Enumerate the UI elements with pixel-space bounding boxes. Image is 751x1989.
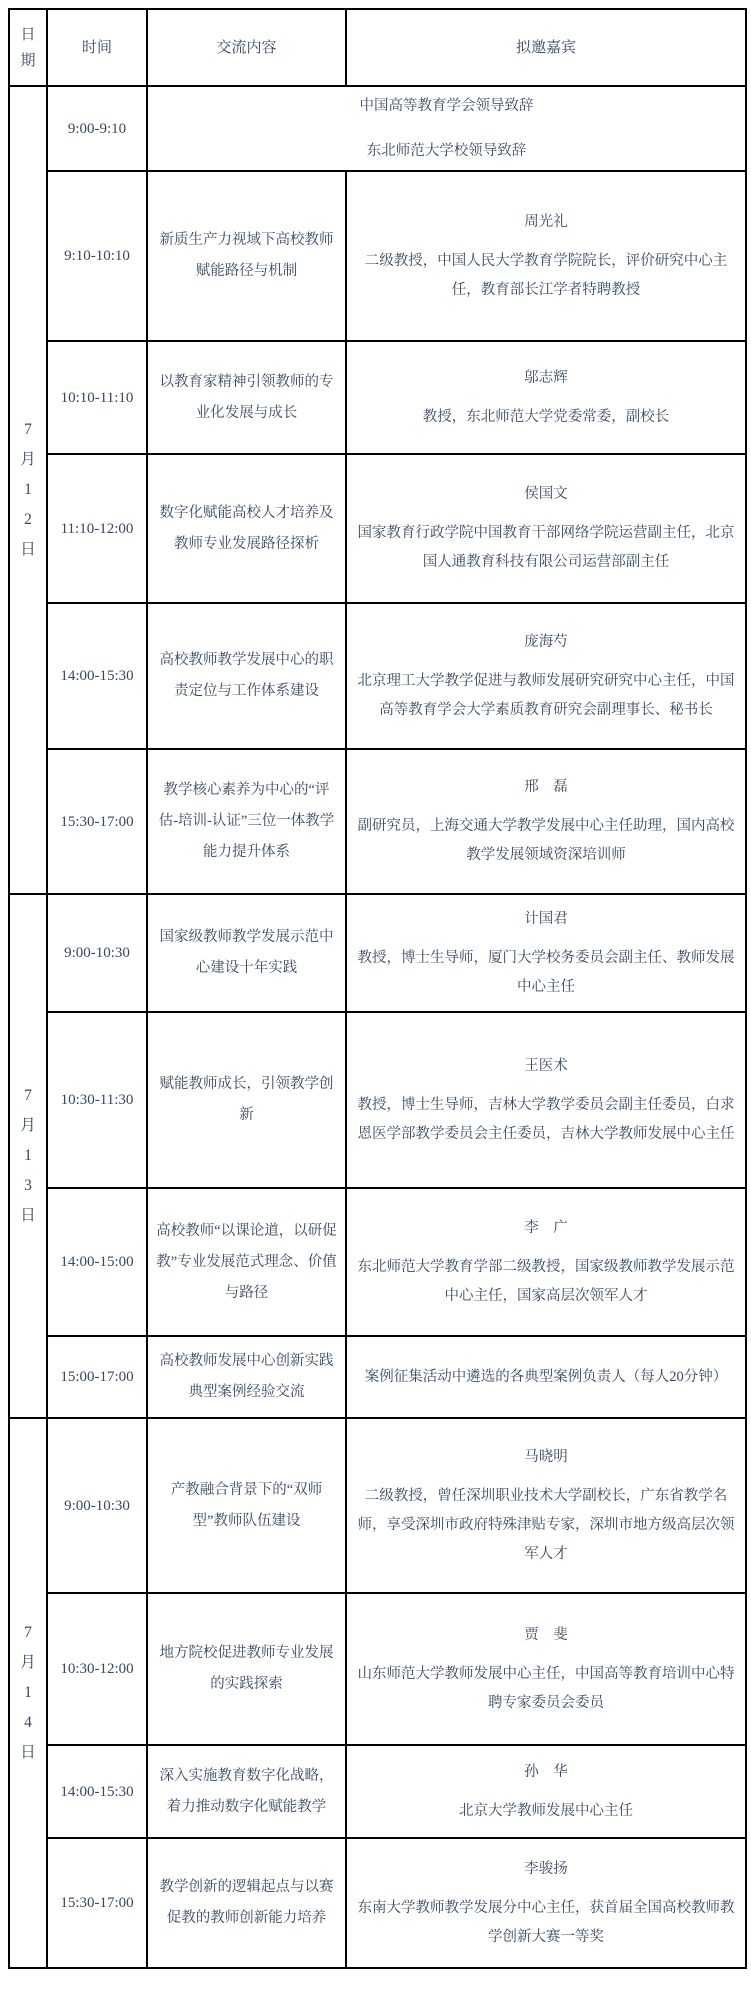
guest-description: 国家教育行政学院中国教育干部网络学院运营副主任，北京国人通教育科技有限公司运营部副主任 [357,525,735,570]
content-cell: 赋能教师成长，引领教学创新 [147,1012,346,1188]
time-cell: 14:00-15:30 [47,603,147,749]
date-vertical-text [11,415,45,565]
table-row [9,86,746,171]
date-vertical-text [11,1081,45,1231]
table-row [9,1745,746,1838]
content-cell: 高校教师发展中心创新实践典型案例经验交流 [147,1336,346,1418]
time-cell: 10:30-11:30 [47,1012,147,1188]
date-cell [9,1418,47,1968]
time-cell: 9:10-10:10 [47,171,147,341]
guest-cell [346,1336,746,1418]
time-cell: 9:00-9:10 [47,86,147,171]
guest-cell [346,1418,746,1593]
content-cell: 深入实施教育数字化战略，着力推动数字化赋能教学 [147,1745,346,1838]
date-char: 月 [20,1654,36,1671]
header-content: 交流内容 [147,9,346,86]
table-row [9,749,746,894]
content-cell: 数字化赋能高校人才培养及教师专业发展路径探析 [147,454,346,603]
guest-cell [346,171,746,341]
schedule-table [8,8,747,1969]
guest-name: 邬志辉 [524,369,568,386]
date-char: 7 [24,421,32,438]
table-row [9,1188,746,1336]
guest-cell [346,454,746,603]
guest-cell [346,603,746,749]
time-cell: 9:00-10:30 [47,894,147,1012]
date-char: 日 [20,541,36,558]
time-cell: 11:10-12:00 [47,454,147,603]
date-cell [9,894,47,1418]
guest-name: 孙 华 [524,1763,568,1780]
date-char: 月 [20,1117,36,1134]
guest-description: 东北师范大学教育学部二级教授，国家级教师教学发展示范中心主任，国家高层次领军人才 [357,1258,735,1304]
content-cell: 高校教师“以课论道，以研促教”专业发展范式理念、价值与路径 [147,1188,346,1336]
table-row [9,894,746,1012]
guest-name: 计国君 [524,910,568,927]
guest-name: 贾 斐 [524,1626,568,1643]
guest-description: 教授，东北师范大学党委常委，副校长 [422,408,670,425]
time-cell: 9:00-10:30 [47,1418,147,1593]
guest-description: 北京大学教师发展中心主任 [459,1802,633,1819]
date-char: 7 [24,1087,32,1104]
guest-cell [346,894,746,1012]
content-cell: 以教育家精神引领教师的专业化发展与成长 [147,341,346,454]
time-cell: 15:30-17:00 [47,749,147,894]
guest-name: 周光礼 [524,213,568,230]
guest-name: 李骏扬 [524,1860,568,1877]
guest-cell [346,1745,746,1838]
date-char: 日 [20,1207,36,1224]
header-row [9,9,746,86]
date-char: 2 [24,511,32,528]
guest-name: 邢 磊 [524,779,568,795]
table-row [9,1593,746,1745]
guest-description: 二级教授，中国人民大学教育学院院长，评价研究中心主任，教育部长江学者特聘教授 [364,252,728,298]
opening-line: 东北师范大学校领导致辞 [366,142,527,159]
guest-description: 北京理工大学教学促进与教师发展研究研究中心主任，中国高等教育学会大学素质教育研究会副理事长、秘书长 [357,672,735,718]
guest-description: 山东师范大学教师发展中心主任，中国高等教育培训中心特聘专家委员会委员 [357,1665,735,1711]
table-row [9,341,746,454]
guest-cell [346,341,746,454]
opening-remarks-cell [147,86,746,171]
date-char: 月 [20,451,36,468]
guest-name: 庞海芍 [524,633,568,650]
date-char: 7 [24,1624,32,1641]
time-cell: 15:00-17:00 [47,1336,147,1418]
guest-description: 案例征集活动中遴选的各典型案例负责人（每人20分钟） [364,1368,728,1385]
date-char: 1 [24,1147,32,1164]
date-char: 1 [24,481,32,498]
time-cell: 10:30-12:00 [47,1593,147,1745]
guest-name: 王医术 [524,1057,568,1074]
table-row [9,171,746,341]
date-vertical-text [11,1618,45,1768]
table-row [9,1012,746,1188]
content-cell: 教学创新的逻辑起点与以赛促教的教师创新能力培养 [147,1838,346,1968]
guest-cell [346,749,746,894]
content-cell: 国家级教师教学发展示范中心建设十年实践 [147,894,346,1012]
table-row [9,454,746,603]
date-cell [9,86,47,894]
guest-name: 马晓明 [524,1448,568,1465]
time-cell: 14:00-15:30 [47,1745,147,1838]
guest-cell [346,1593,746,1745]
guest-cell [346,1838,746,1968]
table-row [9,1418,746,1593]
date-char: 1 [24,1684,32,1701]
date-char: 3 [24,1177,32,1194]
guest-description: 教授，博士生导师，吉林大学教学委员会副主任委员，白求恩医学部教学委员会主任委员，吉林大学教师发展中心主任 [357,1096,735,1142]
guest-name: 李 广 [524,1219,568,1236]
header-time: 时间 [47,9,147,86]
content-cell: 产教融合背景下的“双师型”教师队伍建设 [147,1418,346,1593]
guest-description: 二级教授，曾任深圳职业技术大学副校长，广东省教学名师，享受深圳市政府特殊津贴专家，深圳市地方级高层次领军人才 [357,1487,735,1562]
guest-name: 侯国文 [524,486,568,502]
date-char: 4 [24,1714,32,1731]
guest-cell [346,1188,746,1336]
time-cell: 15:30-17:00 [47,1838,147,1968]
content-cell: 教学核心素养为中心的“评估-培训-认证”三位一体教学能力提升体系 [147,749,346,894]
table-row [9,603,746,749]
time-cell: 14:00-15:00 [47,1188,147,1336]
guest-description: 教授，博士生导师，厦门大学校务委员会副主任、教师发展中心主任 [357,949,735,995]
content-cell: 高校教师教学发展中心的职责定位与工作体系建设 [147,603,346,749]
header-date: 日期 [9,9,47,86]
table-row [9,1336,746,1418]
time-cell: 10:10-11:10 [47,341,147,454]
date-char: 日 [20,1744,36,1761]
guest-description: 东南大学教师教学发展分中心主任，获首届全国高校教师教学创新大赛一等奖 [357,1899,735,1945]
guest-description: 副研究员，上海交通大学教学发展中心主任助理，国内高校教学发展领域资深培训师 [357,818,735,863]
content-cell: 新质生产力视域下高校教师赋能路径与机制 [147,171,346,341]
header-guests: 拟邀嘉宾 [346,9,746,86]
opening-line: 中国高等教育学会领导致辞 [359,97,534,114]
guest-cell [346,1012,746,1188]
content-cell: 地方院校促进教师专业发展的实践探索 [147,1593,346,1745]
table-row [9,1838,746,1968]
